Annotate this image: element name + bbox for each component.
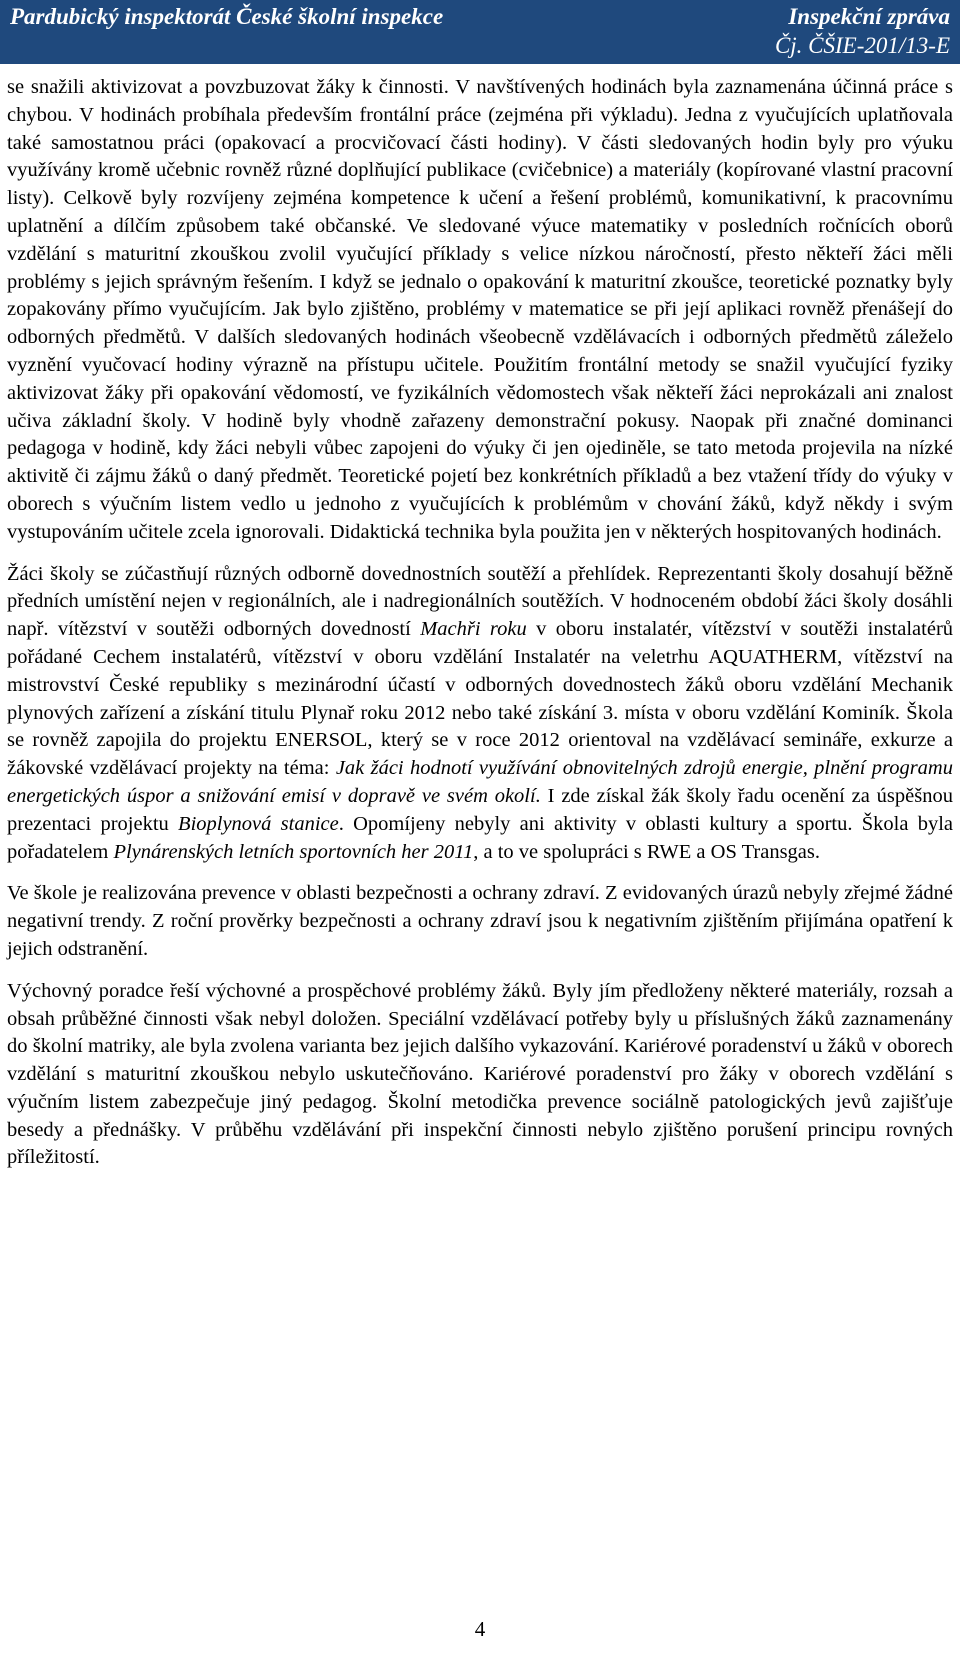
italic-text: Bioplynová stanice bbox=[178, 812, 339, 835]
paragraph bbox=[7, 74, 953, 547]
header-report-title: Inspekční zpráva bbox=[788, 4, 950, 29]
text-run: Ve škole je realizována prevence v oblasti bezpečnosti a ochrany zdraví. Z evidovaných úrazů nebyly zřejmé žádné negativní trendy. Z roční prověrky bezpečnosti a ochrany zdraví jsou k negativním zjištěním přijímána opatření k jejich odstranění. bbox=[7, 882, 953, 960]
header-reference-number: Čj. ČŠIE-201/13-E bbox=[774, 33, 950, 58]
text-run: Žáci školy se zúčastňují různých odborně dovednostních soutěží a přehlídek. Reprezentanti školy dosahují běžně předních umístění nejen v regionálních, ale i nadregionálních soutěžích. V hodnoceném období žáci školy dosáhli např. vítězství v soutěži odborných dovedností bbox=[7, 562, 953, 641]
header-organization: Pardubický inspektorát České školní inspekce bbox=[10, 4, 444, 29]
page-header bbox=[0, 0, 960, 64]
text-run: se snažili aktivizovat a povzbuzovat žáky k činnosti. V navštívených hodinách byla zaznamenána účinná práce s chybou. V hodinách probíhala především frontální práce (zejména při výkladu). Jedna z vyučujících uplatňovala také samostatnou práci (opakovací a procvičovací části hodiny). V části sledovaných hodin byly pro výuku využívány kromě učebnic rovněž různé doplňující publikace (cvičebnice) a materiály (kopírované vlastní pracovní listy). Celkově byly rozvíjeny zejména kompetence k učení a řešení problémů, komunikativní, k pracovnímu uplatnění a dílčím způsobem také občanské. Ve sledované výuce matematiky v posledních ročnících oborů vzdělání s maturitní zkouškou zvolil vyučující příklady s velice nízkou náročností, přesto někteří žáci měli problémy s jejich správným řešením. I když se jednalo o opakování k maturitní zkoušce, teoretické poznatky byly zopakovány přímo vyučujícím. Jak bylo zjištěno, problémy v matematice se při její aplikaci rovněž přenášejí do odborných předmětů. V dalších sledovaných hodinách všeobecně vzdělávacích i odborných předmětů záleželo vyznění vyučovací hodiny výrazně na přístupu učitele. Použitím frontální metody se snažil vyučující fyziky aktivizovat žáky při opakování vědomostí, ve fyzikálních vědomostech však někteří žáci neprokázali ani znalost učiva základní školy. V hodině byly vhodně zařazeny demonstrační pokusy. Naopak při značné dominanci pedagoga v hodině, kdy žáci nebyli vůbec zapojeni do výuky či jen ojediněle, se tato metoda projevila na nízké aktivitě či zájmu žáků o daný předmět. Teoretické pojetí bez konkrétních příkladů a bez vtažení třídy do výuky v oborech s výučním listem vedlo u jednoho z vyučujících k problémům v chování žáků, když někdy i svým vystupováním učitele zcela ignorovali. Didaktická technika byla použita jen v některých hospitovaných hodinách. bbox=[7, 76, 953, 543]
text-run: . Opomíjeny nebyly ani aktivity v oblasti kultury a sportu. Škola byla pořadatelem bbox=[7, 812, 953, 863]
italic-text: Machři roku bbox=[420, 618, 527, 641]
text-run: v oboru instalatér, vítězství v soutěži instalatérů pořádané Cechem instalatérů, vítězství v oboru vzdělání Instalatér na veletrhu AQUATHERM, vítězství na mistrovství České republiky s mezinárodní účastí v odborných dovednostech žáků oboru vzdělání Mechanik plynových zařízení a získání titulu Plynař roku 2012 nebo také získání 3. místa v oboru vzdělání Kominík. Škola se rovněž zapojila do projektu ENERSOL, který se v roce 2012 orientoval na vzdělávací semináře, exkurze a žákovské vzdělávací projekty na téma: bbox=[7, 618, 954, 780]
paragraph bbox=[7, 880, 953, 963]
paragraph bbox=[7, 978, 953, 1173]
italic-text: Jak žáci hodnotí využívání obnovitelných zdrojů energie, plnění programu energetických úspor a snižování emisí v dopravě ve svém okolí. bbox=[7, 757, 953, 807]
italic-text: Plynárenských letních sportovních her 2011 bbox=[113, 840, 474, 863]
page-number: 4 bbox=[474, 1617, 486, 1641]
text-run: , a to ve spolupráci s RWE a OS Transgas. bbox=[473, 840, 821, 863]
paragraph bbox=[7, 561, 953, 867]
text-run: I zde získal žák školy řadu ocenění za úspěšnou prezentaci projektu bbox=[7, 784, 953, 835]
document-body bbox=[7, 74, 953, 1186]
text-run: Výchovný poradce řeší výchovné a prospěchové problémy žáků. Byly jím předloženy některé materiály, rozsah a obsah průběžné činnosti však nebyl doložen. Speciální vzdělávací potřeby byly u příslušných žáků zaznamenány do školní matriky, ale byla zvolena varianta bez jejich dalšího vykazování. Kariérové poradenství u žáků v oborech vzdělání s maturitní zkouškou nebylo uskutečňováno. Kariérové poradenství pro žáky v oborech vzdělání s výučním listem zabezpečuje jiný pedagog. Školní metodička prevence sociálně patologických jevů zajišťuje besedy a přednášky. V průběhu vzdělávání při inspekční činnosti nebylo zjištěno porušení principu rovných příležitostí. bbox=[7, 979, 953, 1169]
